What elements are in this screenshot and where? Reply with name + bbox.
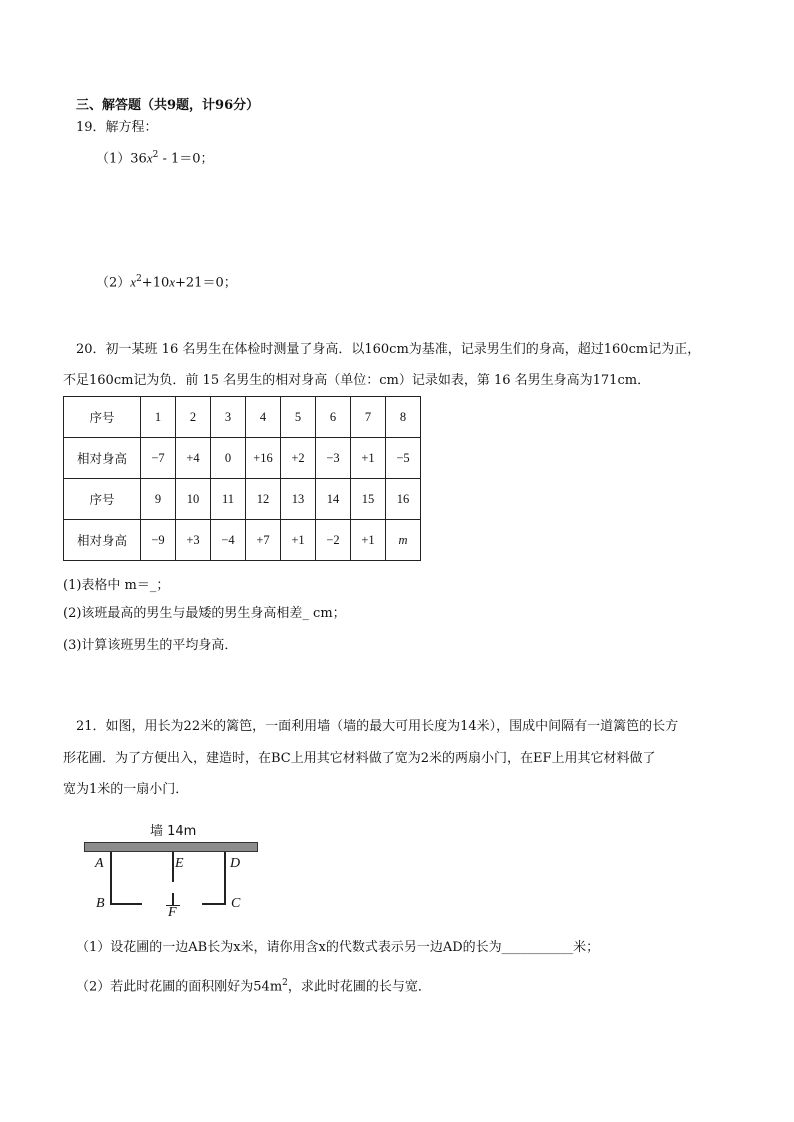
table-cell: +7: [246, 520, 281, 561]
table-cell: 1: [141, 397, 176, 438]
q21-line1: 21．如图，用长为22米的篱笆，一面利用墙（墙的最大可用长度为14米），围成中间隔有一道篱笆的长方: [76, 719, 679, 734]
table-cell: 15: [351, 479, 386, 520]
wall-label: 墙 14m: [150, 824, 197, 839]
q19-part1-var: x: [146, 150, 153, 166]
q19-part2-mid: +10: [141, 275, 170, 291]
table-cell: +16: [246, 438, 281, 479]
label-c: C: [231, 896, 241, 911]
q19-part2-var2: x: [169, 274, 176, 290]
label-f: F: [168, 905, 177, 920]
table-cell: 3: [211, 397, 246, 438]
fence-ef-upper: [172, 852, 174, 882]
fence-ab: [110, 852, 112, 905]
wall: [84, 842, 258, 852]
table-cell: −7: [141, 438, 176, 479]
q19-stem: 19．解方程：: [76, 120, 158, 135]
q21-sub2-prefix: （2）若此时花圃的面积刚好为54m: [76, 979, 283, 995]
q21-sub2-rest: ，求此时花圃的长与宽．: [287, 979, 431, 995]
height-table: [63, 396, 421, 561]
q21-sub2-exp: 2: [282, 978, 288, 988]
table-cell: 4: [246, 397, 281, 438]
table-cell: 7: [351, 397, 386, 438]
q20-line1: 20．初一某班 16 名男生在体检时测量了身高．以160cm为基准，记录男生们的身高，超过160cm记为正，: [76, 342, 701, 357]
q21-line2: 形花圃．为了方便出入，建造时，在BC上用其它材料做了宽为2米的两扇小门，在EF上用其它材料做了: [63, 751, 656, 766]
table-row: [64, 479, 421, 520]
table-row-label-index: 序号: [64, 479, 141, 520]
table-cell: 8: [386, 397, 421, 438]
section-title: 三、解答题（共9题，计96分）: [76, 98, 260, 113]
q20-sub3: (3)计算该班男生的平均身高．: [63, 638, 238, 653]
label-a: A: [95, 856, 104, 871]
table-cell: −9: [141, 520, 176, 561]
label-d: D: [230, 856, 241, 871]
table-row-label-height: 相对身高: [64, 520, 141, 561]
table-cell: 11: [211, 479, 246, 520]
table-cell: +4: [176, 438, 211, 479]
table-cell: +1: [351, 438, 386, 479]
table-cell: 9: [141, 479, 176, 520]
table-cell: 5: [281, 397, 316, 438]
table-cell: −4: [211, 520, 246, 561]
table-row-label-height: 相对身高: [64, 438, 141, 479]
table-cell: 16: [386, 479, 421, 520]
table-cell: 2: [176, 397, 211, 438]
fence-ef-lower: [172, 893, 174, 905]
q19-part1-exp: 2: [152, 150, 159, 160]
table-cell: +2: [281, 438, 316, 479]
q20-sub2: (2)该班最高的男生与最矮的男生身高相差_ cm；: [63, 606, 346, 621]
q19-part2-exp: 2: [136, 274, 142, 284]
q19-part2-prefix: （2）: [96, 275, 131, 291]
table-cell: −2: [316, 520, 351, 561]
q21-sub1: （1）设花圃的一边AB长为x米，请你用含x的代数式表示另一边AD的长为___________米；: [76, 940, 600, 955]
fence-c-gate: [202, 903, 226, 905]
table-cell: +3: [176, 520, 211, 561]
table-row-label-index: 序号: [64, 397, 141, 438]
q21-sub2: [76, 974, 431, 996]
table-row: [64, 397, 421, 438]
table-cell: +1: [351, 520, 386, 561]
fence-dc: [224, 852, 226, 905]
table-row: [64, 438, 421, 479]
q19-part2-var1: x: [130, 274, 137, 290]
label-e: E: [175, 856, 184, 871]
q20-line2: 不足160cm记为负．前 15 名男生的相对身高（单位：cm）记录如表，第 16 名男生身高为171cm．: [63, 373, 651, 388]
table-cell: −5: [386, 438, 421, 479]
q19-part1: [96, 146, 214, 168]
fence-b-gate: [110, 903, 142, 905]
q21-line3: 宽为1米的一扇小门．: [63, 782, 189, 797]
table-row: [64, 520, 421, 561]
table-cell: m: [386, 520, 421, 561]
table-cell: 0: [211, 438, 246, 479]
table-cell: 13: [281, 479, 316, 520]
table-cell: 6: [316, 397, 351, 438]
table-cell: −3: [316, 438, 351, 479]
table-cell: 14: [316, 479, 351, 520]
table-cell: 12: [246, 479, 281, 520]
q19-part1-rest: - 1＝0；: [158, 151, 214, 167]
q19-part2-rest: +21＝0；: [175, 275, 237, 291]
table-cell: +1: [281, 520, 316, 561]
q20-sub1: (1)表格中 m＝_；: [63, 578, 170, 593]
label-b: B: [96, 896, 105, 911]
table-cell: 10: [176, 479, 211, 520]
q19-part2: [96, 270, 237, 292]
q19-part1-prefix: （1）36: [96, 151, 147, 167]
